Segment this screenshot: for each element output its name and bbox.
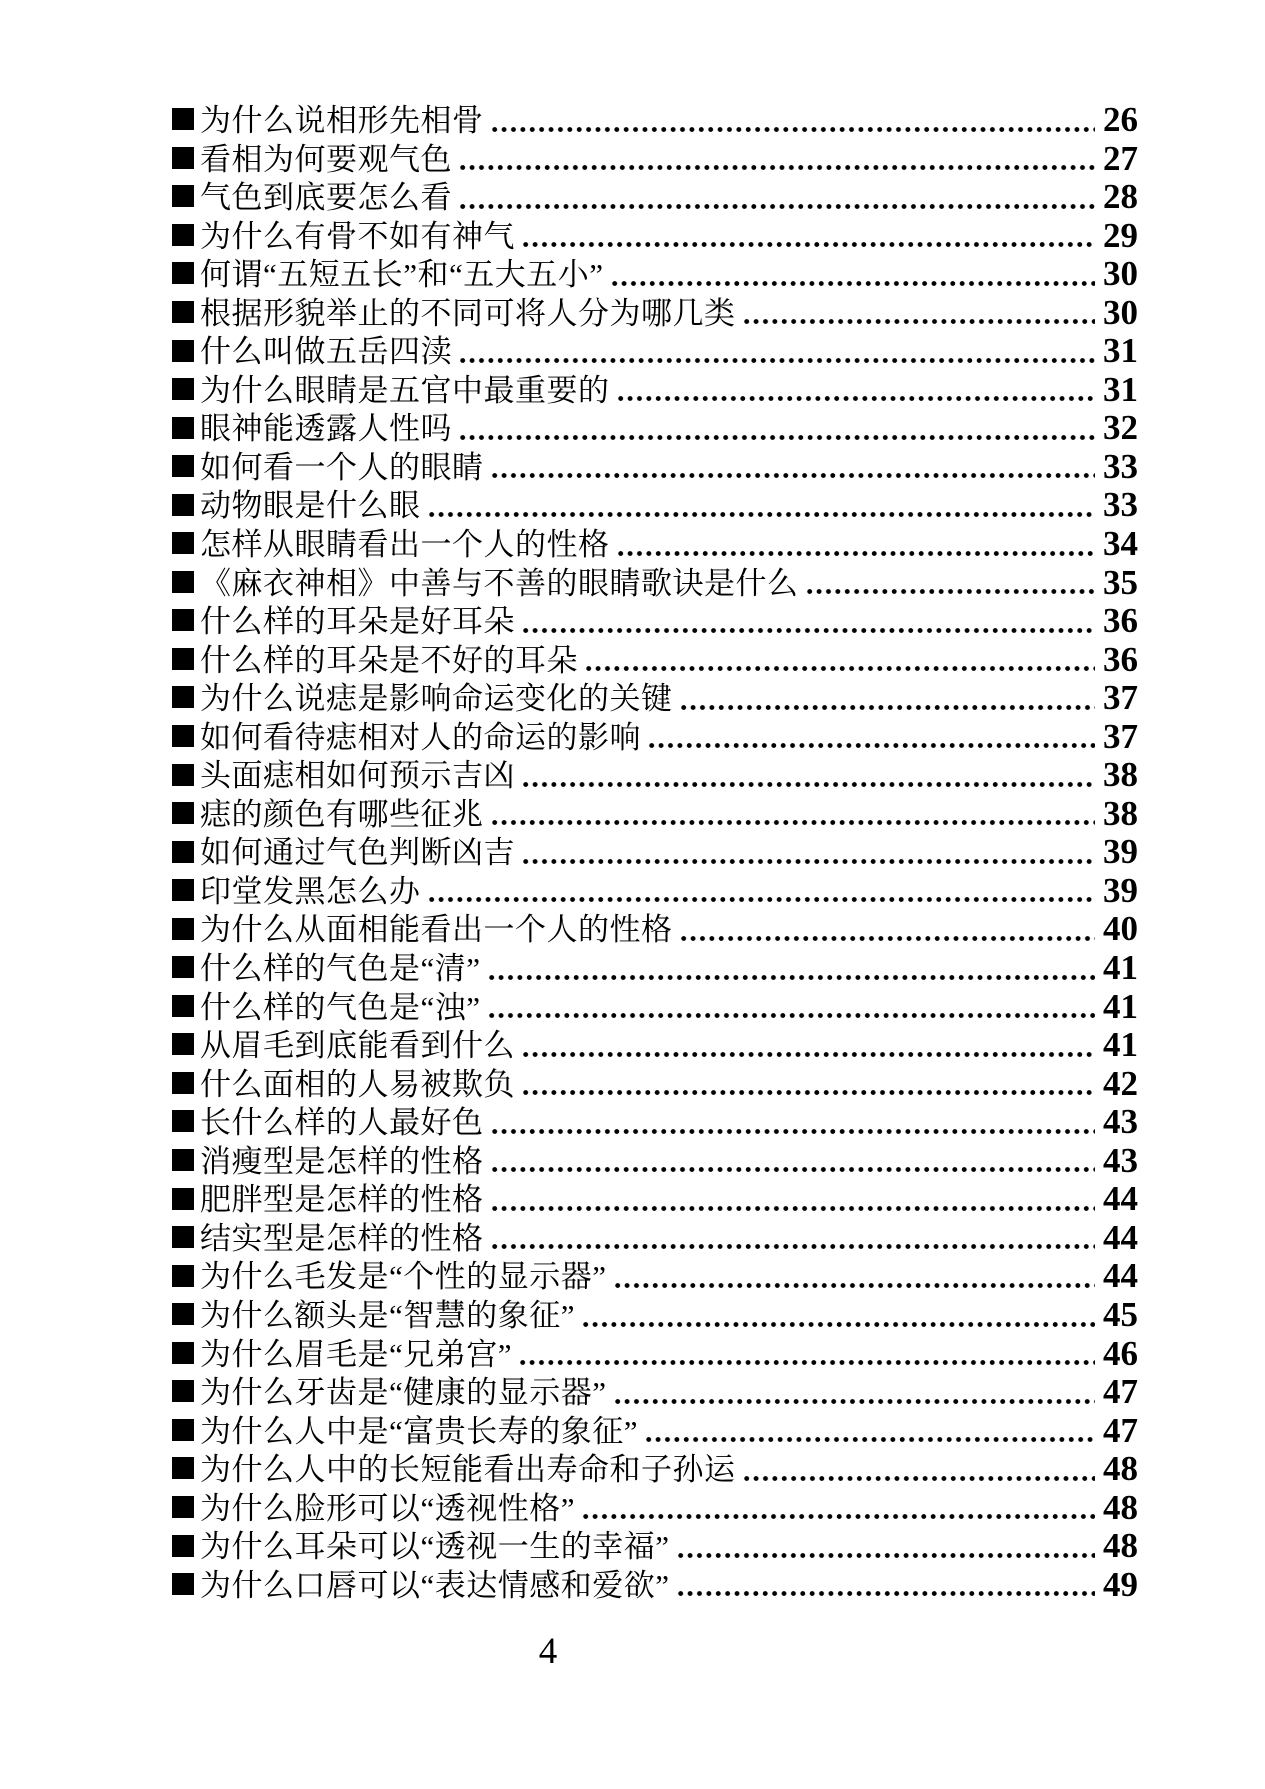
dot-leader <box>488 448 1096 487</box>
square-bullet-icon <box>172 1303 194 1325</box>
square-bullet-icon <box>172 378 194 400</box>
toc-entry-page-number: 43 <box>1103 1102 1138 1142</box>
toc-entry-title: 什么面相的人易被欺负 <box>200 1066 515 1102</box>
toc-entry-title: 眼神能透露人性吗 <box>200 411 452 447</box>
dot-leader <box>488 1180 1096 1219</box>
toc-list <box>172 101 1138 1604</box>
toc-entry <box>172 409 1138 448</box>
toc-entry-page-number: 32 <box>1103 408 1138 448</box>
toc-entry <box>172 140 1138 179</box>
toc-entry-title: 为什么牙齿是“健康的显示器” <box>200 1375 607 1411</box>
toc-entry <box>172 486 1138 525</box>
toc-entry-page-number: 33 <box>1103 446 1138 486</box>
toc-entry <box>172 101 1138 140</box>
toc-entry-title: 什么样的气色是“浊” <box>200 989 481 1025</box>
toc-entry <box>172 255 1138 294</box>
toc-entry <box>172 1296 1138 1335</box>
dot-leader <box>803 564 1096 603</box>
dot-leader <box>740 294 1096 333</box>
dot-leader <box>674 1566 1095 1605</box>
dot-leader <box>677 910 1096 949</box>
dot-leader <box>740 1450 1096 1489</box>
toc-entry <box>172 1450 1138 1489</box>
square-bullet-icon <box>172 918 194 940</box>
toc-entry <box>172 718 1138 757</box>
dot-leader <box>519 602 1095 641</box>
toc-entry-title: 《麻衣神相》中善与不善的眼睛歌诀是什么 <box>200 565 799 601</box>
toc-entry <box>172 1489 1138 1528</box>
toc-entry <box>172 872 1138 911</box>
toc-entry-page-number: 39 <box>1103 870 1138 910</box>
square-bullet-icon <box>172 417 194 439</box>
toc-entry-title: 为什么人中是“富贵长寿的象征” <box>200 1413 639 1449</box>
square-bullet-icon <box>172 1419 194 1441</box>
toc-entry <box>172 1566 1138 1605</box>
toc-entry-page-number: 42 <box>1103 1063 1138 1103</box>
square-bullet-icon <box>172 1188 194 1210</box>
toc-entry-page-number: 41 <box>1103 948 1138 988</box>
dot-leader <box>519 756 1095 795</box>
square-bullet-icon <box>172 1072 194 1094</box>
toc-entry-page-number: 30 <box>1103 292 1138 332</box>
square-bullet-icon <box>172 879 194 901</box>
dot-leader <box>456 409 1095 448</box>
page-footer <box>0 1630 1096 1674</box>
toc-entry <box>172 1257 1138 1296</box>
toc-entry-page-number: 45 <box>1103 1294 1138 1334</box>
toc-entry <box>172 294 1138 333</box>
square-bullet-icon <box>172 532 194 554</box>
toc-entry-page-number: 49 <box>1103 1564 1138 1604</box>
square-bullet-icon <box>172 185 194 207</box>
toc-entry-title: 为什么毛发是“个性的显示器” <box>200 1259 607 1295</box>
dot-leader <box>579 1296 1095 1335</box>
dot-leader <box>645 718 1095 757</box>
toc-entry-title: 为什么说相形先相骨 <box>200 103 484 138</box>
square-bullet-icon <box>172 802 194 824</box>
square-bullet-icon <box>172 494 194 516</box>
toc-entry-title: 为什么脸形可以“透视性格” <box>200 1490 576 1526</box>
toc-entry <box>172 332 1138 371</box>
toc-entry-title: 如何通过气色判断凶吉 <box>200 835 515 871</box>
square-bullet-icon <box>172 224 194 246</box>
toc-entry-title: 看相为何要观气色 <box>200 141 452 177</box>
square-bullet-icon <box>172 764 194 786</box>
square-bullet-icon <box>172 1110 194 1132</box>
footer-page-number: 4 <box>538 1631 558 1672</box>
toc-entry-page-number: 41 <box>1103 986 1138 1026</box>
toc-entry-title: 从眉毛到底能看到什么 <box>200 1028 515 1064</box>
square-bullet-icon <box>172 1535 194 1557</box>
toc-entry <box>172 448 1138 487</box>
toc-entry-page-number: 44 <box>1103 1256 1138 1296</box>
toc-entry-title: 肥胖型是怎样的性格 <box>200 1182 484 1218</box>
toc-entry-title: 怎样从眼睛看出一个人的性格 <box>200 527 610 563</box>
dot-leader <box>456 140 1095 179</box>
dot-leader <box>456 332 1095 371</box>
toc-entry-page-number: 26 <box>1103 100 1138 139</box>
toc-entry-page-number: 44 <box>1103 1179 1138 1219</box>
toc-entry-title: 消瘦型是怎样的性格 <box>200 1143 484 1179</box>
square-bullet-icon <box>172 455 194 477</box>
toc-entry-page-number: 28 <box>1103 177 1138 217</box>
dot-leader <box>488 795 1096 834</box>
dot-leader <box>456 178 1095 217</box>
toc-entry-page-number: 37 <box>1103 678 1138 718</box>
dot-leader <box>614 525 1096 564</box>
dot-leader <box>611 1373 1095 1412</box>
square-bullet-icon <box>172 686 194 708</box>
toc-entry <box>172 795 1138 834</box>
toc-entry-title: 头面痣相如何预示吉凶 <box>200 758 515 794</box>
dot-leader <box>485 949 1095 988</box>
square-bullet-icon <box>172 995 194 1017</box>
toc-entry <box>172 1412 1138 1451</box>
square-bullet-icon <box>172 609 194 631</box>
dot-leader <box>488 101 1096 140</box>
toc-entry-page-number: 39 <box>1103 832 1138 872</box>
toc-entry <box>172 756 1138 795</box>
toc-entry-title: 什么样的气色是“清” <box>200 951 481 987</box>
toc-entry-page-number: 29 <box>1103 215 1138 255</box>
square-bullet-icon <box>172 1380 194 1402</box>
dot-leader <box>519 1065 1095 1104</box>
toc-entry-title: 印堂发黑怎么办 <box>200 873 421 909</box>
toc-entry-page-number: 31 <box>1103 331 1138 371</box>
toc-entry-page-number: 31 <box>1103 369 1138 409</box>
dot-leader <box>488 1142 1096 1181</box>
toc-entry-page-number: 48 <box>1103 1487 1138 1527</box>
toc-entry-title: 如何看一个人的眼睛 <box>200 449 484 485</box>
square-bullet-icon <box>172 108 194 130</box>
toc-entry-page-number: 30 <box>1103 254 1138 294</box>
square-bullet-icon <box>172 1033 194 1055</box>
toc-entry <box>172 1219 1138 1258</box>
toc-entry-title: 什么样的耳朵是好耳朵 <box>200 604 515 640</box>
toc-entry-title: 为什么眉毛是“兄弟宫” <box>200 1336 513 1372</box>
toc-entry-title: 什么叫做五岳四渎 <box>200 334 452 370</box>
toc-entry-page-number: 33 <box>1103 485 1138 525</box>
square-bullet-icon <box>172 262 194 284</box>
toc-entry-page-number: 47 <box>1103 1410 1138 1450</box>
toc-entry-title: 为什么人中的长短能看出寿命和子孙运 <box>200 1452 736 1488</box>
dot-leader <box>425 872 1096 911</box>
square-bullet-icon <box>172 725 194 747</box>
dot-leader <box>642 1412 1095 1451</box>
toc-entry-page-number: 47 <box>1103 1372 1138 1412</box>
toc-entry-page-number: 35 <box>1103 562 1138 602</box>
dot-leader <box>485 988 1095 1027</box>
toc-entry <box>172 1180 1138 1219</box>
toc-entry-page-number: 46 <box>1103 1333 1138 1373</box>
toc-entry-title: 为什么耳朵可以“透视一生的幸福” <box>200 1529 670 1565</box>
toc-entry-title: 为什么口唇可以“表达情感和爱欲” <box>200 1567 670 1603</box>
dot-leader <box>582 641 1095 680</box>
toc-entry <box>172 679 1138 718</box>
square-bullet-icon <box>172 1149 194 1171</box>
square-bullet-icon <box>172 1496 194 1518</box>
toc-entry <box>172 1527 1138 1566</box>
square-bullet-icon <box>172 841 194 863</box>
dot-leader <box>677 679 1096 718</box>
square-bullet-icon <box>172 301 194 323</box>
toc-entry <box>172 1026 1138 1065</box>
toc-entry <box>172 988 1138 1027</box>
toc-entry-page-number: 48 <box>1103 1449 1138 1489</box>
toc-entry-page-number: 44 <box>1103 1217 1138 1257</box>
dot-leader <box>488 1219 1096 1258</box>
toc-entry-page-number: 40 <box>1103 909 1138 949</box>
dot-leader <box>674 1527 1095 1566</box>
toc-entry-page-number: 38 <box>1103 793 1138 833</box>
toc-entry-page-number: 34 <box>1103 524 1138 564</box>
square-bullet-icon <box>172 1226 194 1248</box>
toc-entry-title: 动物眼是什么眼 <box>200 488 421 524</box>
toc-entry <box>172 525 1138 564</box>
toc-entry <box>172 564 1138 603</box>
toc-entry <box>172 371 1138 410</box>
toc-entry-page-number: 37 <box>1103 716 1138 756</box>
toc-entry-page-number: 41 <box>1103 1025 1138 1065</box>
square-bullet-icon <box>172 1457 194 1479</box>
square-bullet-icon <box>172 1265 194 1287</box>
toc-entry <box>172 1065 1138 1104</box>
toc-entry-title: 为什么从面相能看出一个人的性格 <box>200 912 673 948</box>
dot-leader <box>608 255 1095 294</box>
dot-leader <box>516 1335 1095 1374</box>
toc-entry <box>172 178 1138 217</box>
square-bullet-icon <box>172 147 194 169</box>
toc-entry <box>172 217 1138 256</box>
toc-entry <box>172 833 1138 872</box>
toc-entry-page-number: 27 <box>1103 138 1138 178</box>
toc-entry-title: 结实型是怎样的性格 <box>200 1220 484 1256</box>
toc-entry <box>172 1373 1138 1412</box>
toc-entry <box>172 641 1138 680</box>
toc-entry <box>172 602 1138 641</box>
toc-entry-title: 长什么样的人最好色 <box>200 1105 484 1141</box>
toc-entry <box>172 910 1138 949</box>
dot-leader <box>614 371 1096 410</box>
toc-entry-title: 根据形貌举止的不同可将人分为哪几类 <box>200 295 736 331</box>
square-bullet-icon <box>172 1573 194 1595</box>
toc-entry-title: 如何看待痣相对人的命运的影响 <box>200 719 641 755</box>
dot-leader <box>579 1489 1095 1528</box>
toc-entry-page-number: 43 <box>1103 1140 1138 1180</box>
toc-entry-title: 气色到底要怎么看 <box>200 180 452 216</box>
toc-entry-title: 为什么眼睛是五官中最重要的 <box>200 372 610 408</box>
square-bullet-icon <box>172 1342 194 1364</box>
toc-entry <box>172 1103 1138 1142</box>
toc-entry-title: 为什么额头是“智慧的象征” <box>200 1297 576 1333</box>
dot-leader <box>519 833 1095 872</box>
dot-leader <box>488 1103 1096 1142</box>
toc-entry-page-number: 48 <box>1103 1526 1138 1566</box>
dot-leader <box>611 1257 1095 1296</box>
toc-entry <box>172 949 1138 988</box>
dot-leader <box>519 217 1095 256</box>
toc-entry-page-number: 36 <box>1103 639 1138 679</box>
toc-entry-title: 痣的颜色有哪些征兆 <box>200 796 484 832</box>
dot-leader <box>519 1026 1095 1065</box>
square-bullet-icon <box>172 956 194 978</box>
toc-entry-title: 为什么有骨不如有神气 <box>200 218 515 254</box>
toc-entry-title: 为什么说痣是影响命运变化的关键 <box>200 681 673 717</box>
dot-leader <box>425 486 1096 525</box>
toc-entry-title: 什么样的耳朵是不好的耳朵 <box>200 642 578 678</box>
square-bullet-icon <box>172 648 194 670</box>
toc-entry-page-number: 38 <box>1103 755 1138 795</box>
square-bullet-icon <box>172 340 194 362</box>
square-bullet-icon <box>172 571 194 593</box>
toc-entry <box>172 1335 1138 1374</box>
toc-entry-page-number: 36 <box>1103 601 1138 641</box>
toc-entry-title: 何谓“五短五长”和“五大五小” <box>200 257 604 293</box>
toc-entry <box>172 1142 1138 1181</box>
